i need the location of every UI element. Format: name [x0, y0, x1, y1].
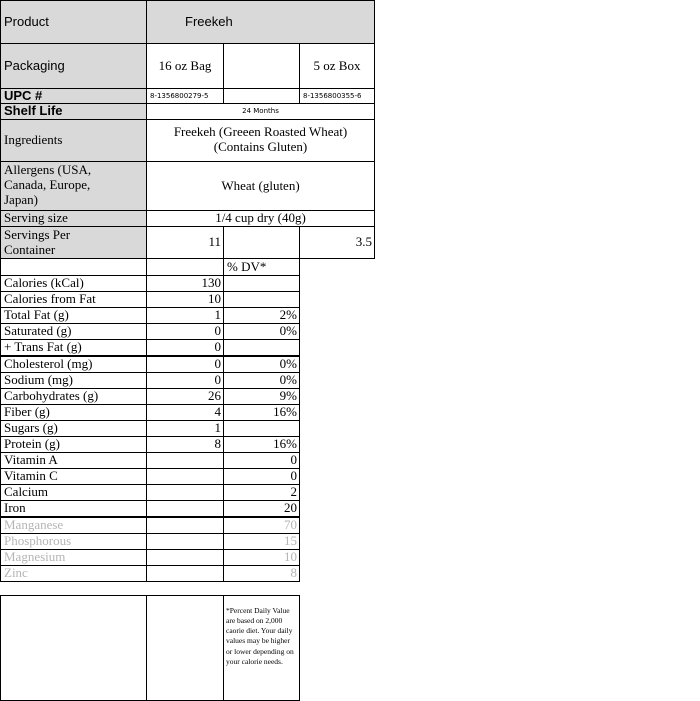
nutrient-label: Manganese [0, 517, 147, 534]
upc-16oz: 8-1356800279-5 [146, 88, 224, 104]
nutrient-amount [146, 565, 224, 582]
servings-5oz: 3.5 [299, 226, 375, 259]
serving-size-value: 1/4 cup dry (40g) [146, 210, 375, 227]
nutrient-dv: 0 [223, 468, 300, 485]
nutrient-dv [223, 291, 300, 308]
nutrient-dv [223, 275, 300, 292]
nutrient-label: Calcium [0, 484, 147, 501]
dv-header: % DV* [223, 258, 300, 276]
nutrient-label: Calories (kCal) [0, 275, 147, 292]
nutrient-label: Zinc [0, 565, 147, 582]
nutrient-dv: 8 [223, 565, 300, 582]
nutrient-amount: 0 [146, 356, 224, 373]
nutrient-dv [223, 339, 300, 356]
nutrient-dv: 0% [223, 372, 300, 389]
ingredients-value [146, 119, 375, 162]
nutrient-amount: 0 [146, 323, 224, 340]
nutrient-label: Saturated (g) [0, 323, 147, 340]
nutrient-dv: 0% [223, 323, 300, 340]
ingredients-line-1: Freekeh (Greeen Roasted Wheat) [173, 124, 348, 139]
ingredients-label: Ingredients [0, 119, 147, 162]
nutrient-dv: 16% [223, 436, 300, 453]
nutrient-dv: 9% [223, 388, 300, 405]
serving-size-label: Serving size [0, 210, 147, 227]
nutrient-dv [223, 420, 300, 437]
nutrient-amount: 0 [146, 372, 224, 389]
nutrient-label: Vitamin A [0, 452, 147, 469]
upc-label: UPC # [0, 88, 147, 104]
nutrient-dv: 10 [223, 549, 300, 566]
servings-empty [223, 226, 300, 259]
nutrient-amount [146, 533, 224, 550]
nutrient-amount: 8 [146, 436, 224, 453]
nutrient-dv: 16% [223, 404, 300, 421]
footer-blank-label [0, 595, 147, 701]
packaging-16oz: 16 oz Bag [146, 43, 224, 89]
nutrient-label: Cholesterol (mg) [0, 356, 147, 373]
nutrient-label: Magnesium [0, 549, 147, 566]
nutrient-amount: 1 [146, 307, 224, 324]
nutrient-amount [146, 484, 224, 501]
packaging-label: Packaging [0, 43, 147, 89]
nutrient-amount: 130 [146, 275, 224, 292]
nutrient-label: Phosphorous [0, 533, 147, 550]
nutrient-amount: 10 [146, 291, 224, 308]
packaging-5oz: 5 oz Box [299, 43, 375, 89]
nutrient-amount: 0 [146, 339, 224, 356]
nutrient-amount [146, 517, 224, 534]
packaging-empty [223, 43, 300, 89]
nutrient-label: Iron [0, 500, 147, 517]
allergens-label: Allergens (USA, Canada, Europe, Japan) [0, 161, 147, 211]
product-label: Product [0, 0, 147, 44]
upc-empty [223, 88, 300, 104]
upc-5oz: 8-1356800355-6 [299, 88, 375, 104]
nutrient-label: + Trans Fat (g) [0, 339, 147, 356]
nutrient-amount: 1 [146, 420, 224, 437]
allergens-value: Wheat (gluten) [146, 161, 375, 211]
nutrient-amount: 4 [146, 404, 224, 421]
shelf-life-label: Shelf Life [0, 103, 147, 120]
footer-blank-amount [146, 595, 224, 701]
nutrient-label: Sodium (mg) [0, 372, 147, 389]
shelf-life-value: 24 Months [146, 103, 375, 120]
ingredients-line-2: (Contains Gluten) [213, 138, 308, 154]
servings-label: Servings Per Container [0, 226, 147, 259]
nutrient-label: Total Fat (g) [0, 307, 147, 324]
nutrient-dv: 20 [223, 500, 300, 517]
nutrient-label: Protein (g) [0, 436, 147, 453]
nutrient-dv: 0% [223, 356, 300, 373]
dv-header-blank-amount [146, 258, 224, 276]
nutrient-label: Vitamin C [0, 468, 147, 485]
servings-16oz: 11 [146, 226, 224, 259]
nutrient-label: Fiber (g) [0, 404, 147, 421]
nutrient-dv: 15 [223, 533, 300, 550]
nutrient-amount: 26 [146, 388, 224, 405]
nutrient-label: Sugars (g) [0, 420, 147, 437]
dv-header-blank-label [0, 258, 147, 276]
nutrient-label: Carbohydrates (g) [0, 388, 147, 405]
nutrient-dv: 2% [223, 307, 300, 324]
product-value: Freekeh [146, 0, 375, 44]
nutrient-dv: 70 [223, 517, 300, 534]
dv-footnote: *Percent Daily Value are based on 2,000 caorie diet. Your daily values may be higher or lower depending on your calorie needs. [223, 595, 300, 701]
nutrient-dv: 2 [223, 484, 300, 501]
nutrient-amount [146, 468, 224, 485]
nutrient-label: Calories from Fat [0, 291, 147, 308]
nutrient-amount [146, 452, 224, 469]
nutrient-dv: 0 [223, 452, 300, 469]
nutrient-amount [146, 549, 224, 566]
nutrient-amount [146, 500, 224, 517]
